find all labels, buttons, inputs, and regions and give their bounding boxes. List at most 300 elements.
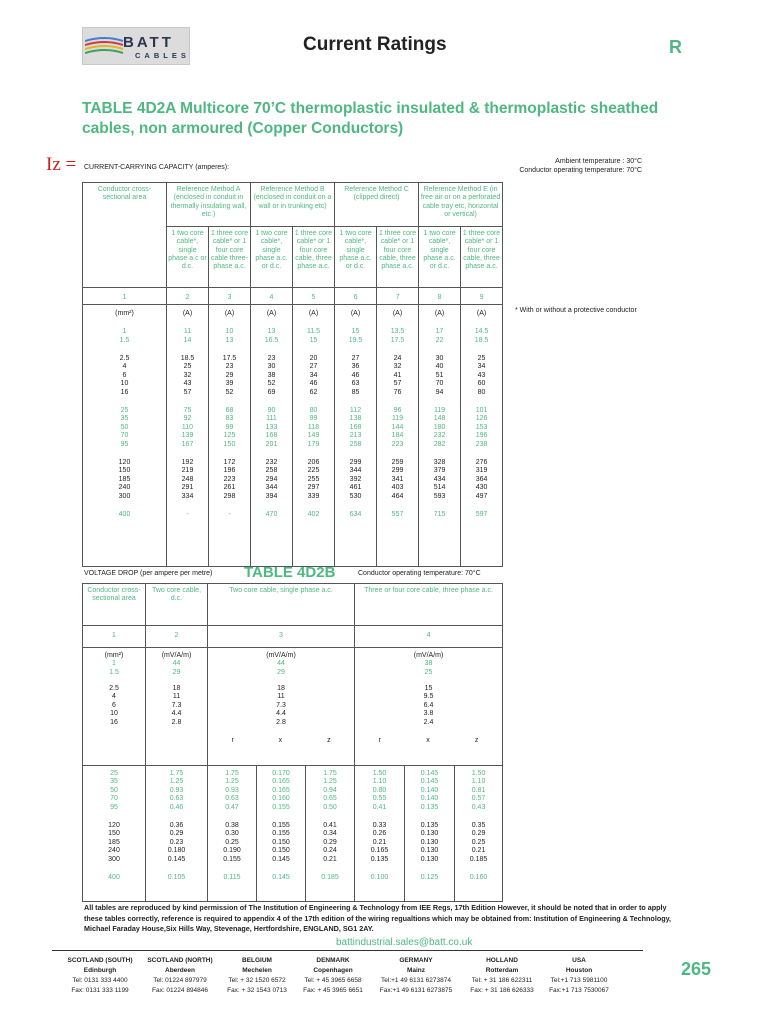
- batt-cables-logo: [82, 27, 190, 65]
- vd-upper-cell: [208, 648, 355, 766]
- conductor-size: 400: [108, 873, 120, 881]
- table-4d2b-upper-body: [83, 648, 503, 766]
- voltage-drop: 1.25: [323, 778, 337, 786]
- operating-temperature: Conductor operating temperature: 70°C: [519, 167, 642, 174]
- current-rating: 394: [265, 492, 278, 500]
- vd-conductor-header: Conductor cross- sectional area: [83, 584, 146, 626]
- current-rating-group: [210, 328, 249, 345]
- conductor-size: 50: [110, 786, 118, 794]
- voltage-drop: 0.65: [323, 795, 337, 803]
- conductor-size: 35: [120, 415, 129, 423]
- permission-notice: All tables are reproduced by kind permission of The Institution of Engineering & Technology from IEE Regs, 17th Edition However, it should be noted that in order to apply these tables correctly, reference is required to appendix 4 of the 17th edition of the wiring regualtions which may be obtained from: Institution of Engineering & Technology, Michael Faraday House,Six Hills Way, Stevenage, Hertfordshire, ENGLAND, SG1 2AY.: [84, 903, 672, 933]
- voltage-drop: 0.63: [225, 795, 239, 803]
- voltage-drop-group: [356, 874, 403, 882]
- current-rating: 149: [307, 432, 320, 440]
- current-rating: 69: [267, 388, 276, 396]
- current-rating: 94: [435, 388, 444, 396]
- office-fax: Fax:+1 713 7530067: [549, 987, 609, 994]
- ref-method-e-header: Reference Method E (in free air or on a perforated cable tray etc, horizontal or vertical): [419, 183, 503, 227]
- current-rating: 530: [349, 492, 362, 500]
- current-rating-group: [420, 355, 459, 397]
- office-fax: Fax: 0131 333 1199: [71, 987, 129, 994]
- current-rating: 75: [183, 407, 192, 415]
- rxz-label: z: [327, 737, 331, 745]
- current-rating-group: [210, 355, 249, 397]
- voltage-drop: 18: [277, 685, 285, 693]
- voltage-drop: 0.26: [372, 830, 387, 838]
- current-rating: 20: [309, 355, 318, 363]
- current-rating: 36: [351, 363, 360, 371]
- current-rating: 150: [223, 440, 236, 448]
- voltage-drop: 15: [424, 685, 433, 693]
- current-rating: 470: [265, 510, 278, 518]
- voltage-drop: 1.75: [323, 770, 337, 777]
- current-rating: 22: [435, 336, 444, 344]
- voltage-drop: 0.80: [372, 786, 387, 794]
- conductor-size: 95: [110, 803, 118, 811]
- office-tel: Tel: 01224 897979: [153, 977, 207, 984]
- current-rating-group: [378, 328, 417, 345]
- subheader-e-three-core: 1 three core cable* or 1 four core cable, three phase a.c.: [461, 227, 503, 288]
- current-rating: 341: [391, 475, 404, 483]
- voltage-drop: 0.29: [169, 830, 184, 838]
- office-country: GERMANY: [399, 957, 433, 964]
- voltage-drop-group: [406, 874, 453, 882]
- office-contact: [372, 956, 460, 996]
- current-rating: 255: [307, 475, 320, 483]
- current-rating: 294: [265, 475, 278, 483]
- conductor-size: 185: [118, 475, 131, 483]
- conductor-size: 1: [122, 328, 127, 336]
- voltage-drop: 0.30: [225, 830, 239, 838]
- current-rating: 62: [309, 388, 318, 396]
- voltage-drop: 1.75: [169, 770, 184, 777]
- current-rating: 19.5: [348, 336, 363, 344]
- current-rating: 261: [223, 484, 236, 492]
- current-rating: 319: [475, 467, 488, 475]
- rxz-label: x: [278, 737, 283, 745]
- current-rating-column: [293, 305, 335, 567]
- conductor-size: 1.5: [109, 668, 119, 676]
- current-rating: 291: [181, 484, 194, 492]
- current-rating-group: [420, 328, 459, 345]
- current-rating-column: [167, 305, 209, 567]
- logo-wires-icon: [85, 33, 125, 59]
- column-number: 6: [335, 288, 377, 305]
- current-rating: 85: [351, 388, 360, 396]
- voltage-drop-group: [406, 770, 453, 812]
- voltage-drop: 1.50: [372, 770, 387, 777]
- voltage-drop: 7.3: [276, 701, 286, 709]
- current-rating: 110: [181, 423, 194, 431]
- current-rating-group: [210, 407, 249, 449]
- page-title: Current Ratings: [303, 34, 447, 55]
- voltage-drop-group: [258, 770, 304, 812]
- voltage-drop-group: [147, 685, 206, 727]
- subheader-c-three-core: 1 three core cable* or 1 four core cable, three phase a.c.: [377, 227, 419, 288]
- logo-word-batt: BATT: [123, 34, 174, 51]
- current-rating: 138: [349, 415, 362, 423]
- voltage-drop: 0.41: [323, 821, 337, 829]
- voltage-drop-group: [258, 874, 304, 882]
- unit-label: (A): [392, 310, 403, 317]
- voltage-drop: 0.135: [420, 803, 439, 811]
- voltage-drop: 0.100: [370, 873, 389, 881]
- voltage-drop: 0.145: [420, 770, 439, 777]
- table-4d2b-header-row: [83, 584, 503, 626]
- current-rating: 27: [351, 355, 360, 363]
- current-rating: 597: [475, 510, 488, 518]
- voltage-drop-group: [209, 822, 255, 864]
- current-rating: 10: [225, 328, 234, 336]
- conductor-size-group: [84, 355, 165, 397]
- column-number: 3: [208, 626, 355, 648]
- conductor-size: 10: [110, 710, 118, 718]
- vd-upper-cell: [355, 648, 503, 766]
- ref-method-c-header: Reference Method C (clipped direct): [335, 183, 419, 227]
- voltage-drop: 6.4: [423, 701, 434, 709]
- current-rating: 184: [391, 432, 404, 440]
- office-country: HOLLAND: [486, 957, 518, 964]
- current-rating: 99: [225, 423, 234, 431]
- voltage-drop: 25: [424, 668, 433, 676]
- voltage-drop: 0.43: [471, 803, 486, 811]
- office-country: SCOTLAND (SOUTH): [67, 957, 133, 964]
- current-rating-group: [462, 328, 501, 345]
- unit-label: (mV/A/m): [266, 652, 296, 659]
- voltage-drop: 0.165: [272, 786, 290, 794]
- current-rating: 119: [433, 407, 446, 415]
- current-rating: 60: [477, 380, 486, 388]
- office-contact: [460, 956, 544, 996]
- current-rating: 30: [435, 355, 444, 363]
- current-rating: 112: [349, 407, 362, 415]
- vd-upper-cell: [146, 648, 208, 766]
- sales-email-link[interactable]: battindustrial.sales@batt.co.uk: [336, 937, 473, 948]
- table-4d2a-header-row: [83, 183, 503, 227]
- voltage-drop-group: [258, 822, 304, 864]
- office-fax: Fax: + 45 3965 6651: [303, 987, 363, 994]
- voltage-drop: 0.55: [372, 795, 387, 803]
- table-4d2a-title: TABLE 4D2A Multicore 70’C thermoplastic insulated & thermoplastic sheathed cables, non armoured (Copper Conductors): [82, 100, 659, 137]
- current-rating-group: [378, 407, 417, 449]
- voltage-drop: 1.75: [225, 770, 239, 777]
- office-fax: Fax:+1 49 6131 6273875: [379, 987, 453, 994]
- table-4d2b-column-numbers: [83, 626, 503, 648]
- unit-label: (mm²): [115, 310, 134, 317]
- current-rating: 46: [351, 371, 360, 379]
- current-rating: 32: [393, 363, 402, 371]
- current-rating: 68: [225, 407, 234, 415]
- current-rating: 514: [433, 484, 446, 492]
- current-rating: 14.5: [474, 328, 489, 336]
- unit-label: (mV/A/m): [161, 652, 192, 659]
- current-rating: 51: [435, 371, 444, 379]
- voltage-drop: 0.35: [471, 821, 486, 829]
- conductor-size: 95: [120, 440, 129, 448]
- current-rating-group: [378, 459, 417, 501]
- current-rating-column: [251, 305, 293, 567]
- unit-label: (A): [224, 310, 235, 317]
- current-rating: 148: [433, 415, 446, 423]
- column-number: 7: [377, 288, 419, 305]
- current-rating: 168: [265, 432, 278, 440]
- current-rating: 298: [223, 492, 236, 500]
- conductor-size-column: [83, 305, 167, 567]
- voltage-drop: 0.21: [471, 847, 486, 855]
- current-rating: 30: [267, 363, 276, 371]
- ambient-temperature: Ambient temperature : 30°C: [555, 158, 642, 165]
- section-letter: R: [669, 37, 682, 57]
- office-contact: [220, 956, 294, 996]
- current-rating: -: [186, 510, 189, 518]
- table-4d2a-column-numbers: [83, 288, 503, 305]
- unit-label: (A): [182, 310, 193, 317]
- voltage-drop: 0.135: [370, 855, 389, 863]
- current-rating-group: [378, 511, 417, 519]
- current-rating: 634: [349, 510, 362, 518]
- conductor-size: 120: [108, 821, 120, 829]
- voltage-drop: 0.150: [272, 838, 290, 846]
- current-rating: 344: [265, 484, 278, 492]
- subheader-a-two-core: 1 two core cable*, single phase a.c or d.c.: [167, 227, 209, 288]
- current-rating-group: [210, 511, 249, 519]
- current-rating-group: [420, 511, 459, 519]
- current-rating-group: [420, 407, 459, 449]
- office-fax: Fax: 01224 894846: [151, 987, 209, 994]
- current-rating: 29: [225, 371, 234, 379]
- unit-label: (mV/A/m): [413, 652, 444, 659]
- current-rating: 11: [183, 328, 192, 336]
- current-rating: 201: [265, 440, 278, 448]
- voltage-drop: 0.165: [272, 778, 290, 786]
- voltage-drop-group: [307, 874, 353, 882]
- voltage-drop: 0.170: [272, 770, 290, 777]
- current-rating: 80: [477, 388, 486, 396]
- current-rating-group: [462, 355, 501, 397]
- voltage-drop: 18: [172, 685, 181, 693]
- voltage-drop: 0.155: [272, 830, 290, 838]
- current-rating-group: [336, 459, 375, 501]
- current-rating: 238: [475, 440, 488, 448]
- current-rating: 219: [181, 467, 194, 475]
- office-fax: Fax: + 31 186 626333: [470, 987, 534, 994]
- voltage-drop-group: [456, 770, 501, 812]
- current-rating-group: [378, 355, 417, 397]
- current-rating-column: [377, 305, 419, 567]
- current-rating: 196: [475, 432, 488, 440]
- voltage-drop: 0.36: [169, 821, 184, 829]
- conductor-size-group: [84, 407, 165, 449]
- office-fax: Fax: + 32 1543 0713: [227, 987, 287, 994]
- current-rating: 232: [265, 458, 278, 466]
- voltage-drop: 44: [172, 660, 181, 668]
- current-rating: 392: [349, 475, 362, 483]
- current-rating: 40: [435, 363, 444, 371]
- conductor-size: 70: [120, 432, 129, 440]
- conductor-size-group: [84, 770, 144, 812]
- current-rating: 153: [475, 423, 488, 431]
- voltage-drop: 0.145: [272, 873, 290, 881]
- voltage-drop: 0.160: [272, 795, 290, 803]
- office-tel: Tel:+1 713 5981100: [550, 977, 608, 984]
- voltage-drop: 29: [172, 668, 181, 676]
- current-carrying-capacity-label: CURRENT-CARRYING CAPACITY (amperes):: [84, 164, 230, 171]
- current-rating-column: [461, 305, 503, 567]
- current-rating: 83: [225, 415, 234, 423]
- current-rating: 276: [475, 458, 488, 466]
- table-4d2a: [82, 182, 503, 567]
- voltage-drop: 9.5: [423, 693, 434, 701]
- current-rating: 25: [477, 355, 486, 363]
- column-number: 9: [461, 288, 503, 305]
- current-rating-group: [252, 459, 291, 501]
- two-core-dc-header: Two core cable, d.c.: [146, 584, 208, 626]
- voltage-drop-group: [147, 660, 206, 677]
- voltage-drop-group: [356, 685, 501, 727]
- voltage-drop: 0.47: [225, 803, 239, 811]
- current-rating: 379: [433, 467, 446, 475]
- voltage-drop: 0.190: [223, 847, 241, 855]
- current-rating: 34: [477, 363, 486, 371]
- conductor-size: 150: [108, 830, 120, 838]
- voltage-drop-group: [356, 770, 403, 812]
- voltage-drop: 0.63: [169, 795, 184, 803]
- vd-upper-cell: [83, 648, 146, 766]
- current-rating: 192: [181, 458, 194, 466]
- unit-label: (A): [266, 310, 277, 317]
- current-rating: 258: [349, 440, 362, 448]
- current-rating: 92: [183, 415, 192, 423]
- rxz-labels: [356, 737, 501, 745]
- current-rating-column: [335, 305, 377, 567]
- voltage-drop: 0.180: [167, 847, 186, 855]
- two-core-ac-header: Two core cable, single phase a.c.: [208, 584, 355, 626]
- voltage-drop-group: [209, 770, 255, 812]
- voltage-drop: 0.125: [420, 873, 439, 881]
- current-rating: 139: [181, 432, 194, 440]
- voltage-drop: 1.50: [471, 770, 486, 777]
- voltage-drop: 0.160: [469, 873, 488, 881]
- voltage-drop: 0.145: [167, 855, 186, 863]
- conductor-size: 4: [112, 693, 116, 701]
- current-rating: 46: [309, 380, 318, 388]
- conductor-size-group: [84, 660, 144, 677]
- current-rating: 328: [433, 458, 446, 466]
- current-rating: 126: [475, 415, 488, 423]
- current-rating: 344: [349, 467, 362, 475]
- current-rating: 125: [223, 432, 236, 440]
- subheader-b-two-core: 1 two core cable*, single phase a.c. or d.c.: [251, 227, 293, 288]
- current-rating: -: [228, 510, 231, 518]
- current-rating-group: [168, 459, 207, 501]
- column-number: 3: [209, 288, 251, 305]
- voltage-drop-group: [209, 685, 353, 727]
- conductor-size: 4: [122, 363, 127, 371]
- voltage-drop: 7.3: [171, 701, 182, 709]
- conductor-size: 2.5: [109, 685, 119, 693]
- office-city: Mechelen: [242, 967, 272, 974]
- voltage-drop: 2.8: [276, 718, 286, 726]
- voltage-drop: 0.93: [169, 786, 184, 794]
- voltage-drop: 0.155: [223, 855, 241, 863]
- conductor-size: 70: [110, 795, 118, 803]
- voltage-drop-group: [307, 822, 353, 864]
- temperature-notes: [519, 157, 642, 175]
- voltage-drop: 11: [277, 693, 285, 701]
- office-contact: [60, 956, 140, 996]
- voltage-drop: 0.25: [471, 838, 486, 846]
- current-rating: 23: [225, 363, 234, 371]
- current-rating: 297: [307, 484, 320, 492]
- three-core-ac-header: Three or four core cable, three phase a.c.: [355, 584, 503, 626]
- voltage-drop: 0.46: [169, 803, 184, 811]
- conductor-size: 240: [108, 847, 120, 855]
- voltage-drop: 0.130: [420, 830, 439, 838]
- voltage-drop-column: [257, 766, 306, 902]
- office-city: Edinburgh: [83, 967, 117, 974]
- table-4d2b: [82, 583, 503, 902]
- rxz-label: r: [378, 737, 381, 745]
- voltage-drop: 0.115: [223, 873, 241, 881]
- current-rating: 80: [309, 407, 318, 415]
- current-rating: 101: [475, 407, 488, 415]
- conductor-size: 50: [120, 423, 129, 431]
- current-rating: 34: [309, 371, 318, 379]
- office-contact: [140, 956, 220, 996]
- current-rating-group: [294, 355, 333, 397]
- current-rating: 402: [307, 510, 320, 518]
- voltage-drop: 0.21: [323, 855, 337, 863]
- voltage-drop: 38: [424, 660, 433, 668]
- office-tel: Tel: 0131 333 4400: [72, 977, 128, 984]
- conductor-size: 2.5: [119, 355, 130, 363]
- current-rating: 70: [435, 380, 444, 388]
- office-city: Houston: [565, 967, 593, 974]
- voltage-drop: 44: [277, 660, 285, 668]
- voltage-drop-group: [356, 822, 403, 864]
- current-rating-group: [294, 328, 333, 345]
- voltage-drop: 1.25: [225, 778, 239, 786]
- conductor-size: 300: [118, 492, 131, 500]
- voltage-drop: 3.8: [423, 710, 434, 718]
- logo-word-cables: CABLES: [135, 51, 190, 60]
- office-contact: [294, 956, 372, 996]
- current-rating: 223: [223, 475, 236, 483]
- rxz-label: z: [474, 737, 479, 745]
- unit-label: (A): [350, 310, 361, 317]
- voltage-drop-label: VOLTAGE DROP (per ampere per metre): [84, 570, 213, 577]
- current-rating-column: [419, 305, 461, 567]
- current-rating: 39: [225, 380, 234, 388]
- voltage-drop: 0.140: [420, 786, 439, 794]
- conductor-size: 25: [110, 770, 118, 777]
- current-rating: 259: [391, 458, 404, 466]
- voltage-drop: 0.29: [323, 838, 337, 846]
- column-number: 8: [419, 288, 461, 305]
- current-rating: 24: [393, 355, 402, 363]
- conductor-size: 25: [120, 407, 129, 415]
- current-rating: 282: [433, 440, 446, 448]
- unit-label: (A): [476, 310, 487, 317]
- current-rating: 96: [393, 407, 402, 415]
- voltage-drop: 0.38: [225, 821, 239, 829]
- office-contact: [544, 956, 614, 996]
- current-rating: 14: [183, 336, 192, 344]
- current-rating: 144: [391, 423, 404, 431]
- current-rating: 119: [391, 415, 404, 423]
- voltage-drop: 0.130: [420, 855, 439, 863]
